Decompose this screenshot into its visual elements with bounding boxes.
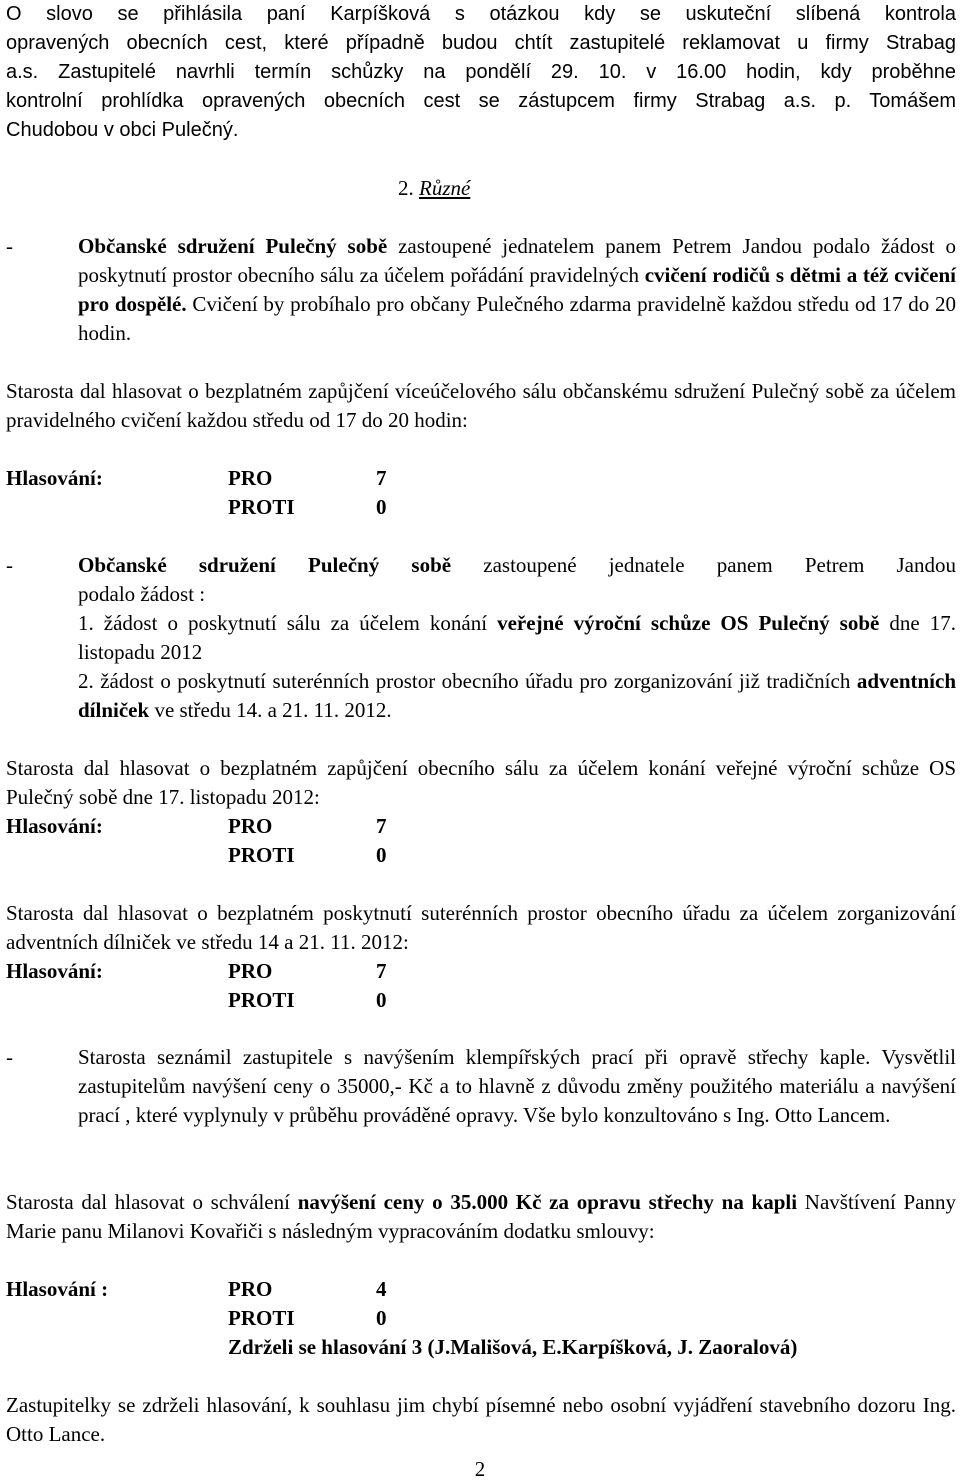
vote-count: 0 [376, 495, 387, 519]
vote-count: 0 [376, 843, 387, 867]
closing-text: Zastupitelky se zdrželi hlasování, k souhlasu jim chybí písemné nebo osobní vyjádření stavebního dozoru Ing. Otto Lance. [6, 1393, 956, 1446]
bullet-dash: - [6, 1045, 13, 1069]
section-title: Různé [419, 176, 471, 200]
vote-option: PRO [228, 814, 273, 838]
vote-row-proti [6, 493, 956, 522]
intro-line: Chudobou v obci Pulečný. [6, 119, 239, 141]
vote-label: Hlasování: [6, 466, 103, 490]
vote-option: PROTI [228, 1306, 295, 1330]
vote-count: 7 [376, 814, 387, 838]
intro-line: opravených obecních cest, které případně budou chtít zastupitelé reklamovat u firmy Strabag [6, 32, 956, 54]
bullet-dash: - [6, 234, 13, 258]
vote-label: Hlasování: [6, 814, 103, 838]
request-2: 2. žádost o poskytnutí suterénních prostor obecního úřadu pro zorganizování již tradičních adventních dílniček ve středu 14. a 21. 11. 2012. [78, 669, 956, 722]
vote-option: PRO [228, 959, 273, 983]
bullet-dash: - [6, 553, 13, 577]
vote-count: 4 [376, 1277, 387, 1301]
list-item [6, 1043, 956, 1130]
vote-option: PRO [228, 466, 273, 490]
section-heading [398, 174, 470, 203]
vote-option: PROTI [228, 495, 295, 519]
motion-text: Starosta dal hlasovat o bezplatném poskytnutí suterénních prostor obecního úřadu za účelem zorganizování adventních dílniček ve středu 14 a 21. 11. 2012: [6, 901, 956, 954]
motion-text: Starosta dal hlasovat o bezplatném zapůjčení obecního sálu za účelem konání veřejné výroční schůze OS Pulečný sobě dne 17. listopadu 2012: [6, 756, 956, 809]
section-number: 2. [398, 176, 414, 200]
vote-block [6, 464, 956, 522]
list-item [6, 551, 956, 725]
vote-row-proti [6, 1304, 956, 1333]
item-text: Cvičení by probíhalo pro občany Pulečného zdarma pravidelně každou středu od 17 do 20 hodin. [78, 292, 956, 345]
item-text: zastoupené jednatele panem Petrem Jandou [451, 553, 957, 577]
vote-row-pro [6, 464, 956, 493]
intro-line: O slovo se přihlásila paní Karpíšková s otázkou kdy se uskuteční slíbená kontrola [6, 3, 956, 25]
motion-text: Starosta dal hlasovat o bezplatném zapůjčení víceúčelového sálu občanskému sdružení Pulečný sobě za účelem pravidelného cvičení každou středu od 17 do 20 hodin: [6, 379, 956, 432]
vote-option: PROTI [228, 843, 295, 867]
vote-label: Hlasování : [6, 1277, 109, 1301]
org-name: Občanské sdružení Pulečný sobě [78, 553, 452, 577]
vote-row-pro [6, 1275, 956, 1304]
item-text: zastoupené jednatelem panem Petrem Jandou podalo žádost o poskytnutí prostor obecního sálu za účelem pořádání pravidelných [78, 234, 956, 287]
vote-row-pro [6, 812, 956, 841]
vote-count: 0 [376, 988, 387, 1012]
request-1: 1. žádost o poskytnutí sálu za účelem konání veřejné výroční schůze OS Pulečný sobě dne 17. listopadu 2012 [78, 611, 956, 664]
abstain-text: Zdrželi se hlasování 3 (J.Mališová, E.Karpíšková, J. Zaoralová) [228, 1335, 798, 1359]
intro-line: a.s. Zastupitelé navrhli termín schůzky na pondělí 29. 10. v 16.00 hodin, kdy proběhne [6, 61, 956, 83]
page-number: 2 [474, 1457, 486, 1481]
vote-block [6, 957, 956, 1015]
vote-row-pro [6, 957, 956, 986]
vote-block [6, 812, 956, 870]
item-text: Starosta seznámil zastupitele s navýšením klempířských prací při opravě střechy kaple. Vysvětlil zastupitelům navýšení ceny o 35000,- Kč a to hlavně z důvodu změny použitého materiálu a navýšení prací , které vyplynuly v průběhu prováděné opravy. Vše bylo konzultováno s Ing. Otto Lancem. [78, 1045, 956, 1127]
vote-row-abstain [6, 1333, 956, 1362]
vote-label: Hlasování: [6, 959, 103, 983]
org-name: Občanské sdružení Pulečný sobě [78, 234, 388, 258]
vote-row-proti [6, 986, 956, 1015]
vote-count: 0 [376, 1306, 387, 1330]
vote-row-proti [6, 841, 956, 870]
list-item [6, 232, 956, 348]
item-text: podalo žádost : [78, 582, 206, 606]
activity-name: cvičení rodičů s dětmi a též cvičení pro dospělé. [78, 263, 956, 316]
motion-text: Starosta dal hlasovat o schválení navýšení ceny o 35.000 Kč za opravu střechy na kapli Navštívení Panny Marie panu Milanovi Kovařiči s následným vypracováním dodatku smlouvy: [6, 1190, 956, 1243]
intro-line: kontrolní prohlídka opravených obecních cest se zástupcem firmy Strabag a.s. p. Tomášem [6, 90, 956, 112]
intro-paragraph [6, 0, 956, 145]
vote-option: PRO [228, 1277, 273, 1301]
vote-count: 7 [376, 466, 387, 490]
vote-option: PROTI [228, 988, 295, 1012]
vote-block [6, 1275, 956, 1362]
vote-count: 7 [376, 959, 387, 983]
